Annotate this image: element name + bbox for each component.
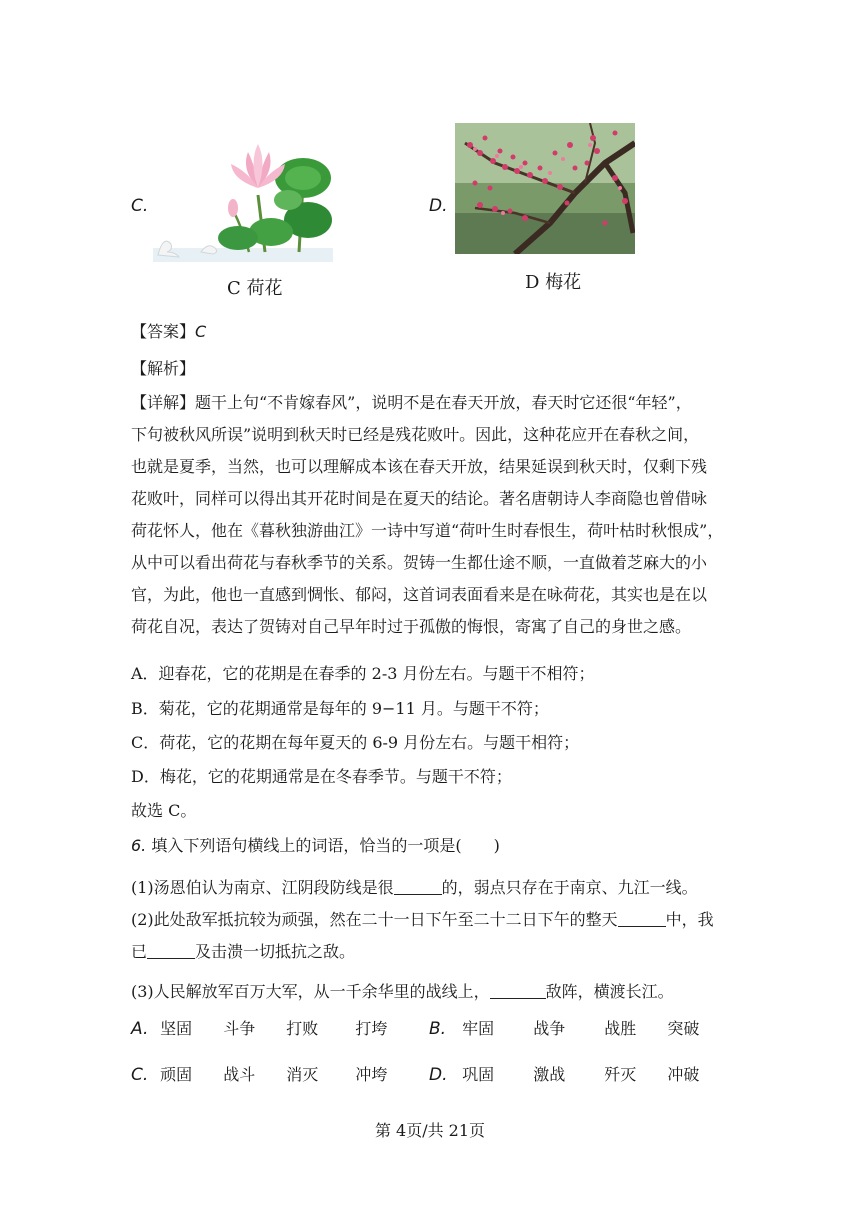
sentence-2-part-b: 中，我 — [665, 910, 714, 929]
question-stem — [131, 832, 500, 860]
option-explanation-d: D．梅花，它的花期通常是在冬春季节。与题干不符； — [131, 767, 512, 786]
option-explanation-b: B．菊花，它的花期通常是每年的 9−11 月。与题干不符； — [131, 699, 549, 718]
page-footer: 第 4页/共 21页 — [374, 1121, 486, 1140]
choice-a-letter: A. — [131, 1019, 149, 1039]
choice-word: 歼灭 — [604, 1065, 637, 1084]
sentence-2-part-d: 及击溃一切抵抗之敌。 — [195, 942, 356, 961]
blank-3 — [147, 942, 195, 959]
sentence-1-part-a: (1)汤恩伯认为南京、江阴段防线是很 — [131, 878, 394, 897]
conclusion: 故选 C。 — [131, 801, 197, 820]
lotus-image — [153, 140, 333, 262]
sentence-2-part-c: 已 — [131, 942, 148, 961]
option-d-caption: D 梅花 — [525, 272, 582, 293]
choice-word: 牢固 — [462, 1019, 495, 1038]
detail-line: 也就是夏季，当然，也可以理解成本该在春天开放，结果延误到秋天时，仅剩下残 — [131, 457, 708, 476]
option-c-caption: C 荷花 — [227, 278, 283, 299]
choice-b-letter: B. — [429, 1019, 447, 1039]
choice-word: 冲破 — [667, 1065, 700, 1084]
sentence-3 — [131, 978, 674, 1006]
detail-line: 荷花自况，表达了贺铸对自己早年时过于孤傲的悔恨，寄寓了自己的身世之感。 — [131, 617, 692, 636]
choice-word: 消灭 — [286, 1065, 319, 1084]
choice-word: 战胜 — [604, 1019, 637, 1038]
blank-4 — [490, 982, 546, 999]
choice-a[interactable] — [131, 1015, 387, 1043]
choice-word: 顽固 — [160, 1065, 193, 1084]
choice-word: 打败 — [286, 1019, 319, 1038]
answer-line — [131, 318, 206, 346]
option-d-letter: D. — [429, 196, 448, 216]
choice-word: 战争 — [533, 1019, 566, 1038]
choice-d[interactable] — [429, 1061, 699, 1089]
sentence-2-part-a: (2)此处敌军抵抗较为顽强，然在二十一日下午至二十二日下午的整天 — [131, 910, 618, 929]
sentence-3-part-a: (3)人民解放军百万大军，从一千余华里的战线上， — [131, 982, 490, 1001]
choice-word: 冲垮 — [355, 1065, 388, 1084]
choice-d-letter: D. — [429, 1065, 448, 1085]
lotus-illustration — [153, 140, 333, 262]
sentence-3-part-b: 敌阵，横渡长江。 — [545, 982, 674, 1001]
option-explanation-a: A．迎春花，它的花期是在春季的 2-3 月份左右。与题干不相符； — [131, 664, 595, 683]
choice-word: 激战 — [533, 1065, 566, 1084]
choice-word: 坚固 — [160, 1019, 193, 1038]
detail-line: 下句被秋风所误”说明到秋天时已经是残花败叶。因此，这种花应开在春秋之间， — [131, 425, 700, 444]
detail-line: 官，为此，他也一直感到惆怅、郁闷，这首词表面看来是在咏荷花，其实也是在以 — [131, 585, 708, 604]
choice-word: 战斗 — [223, 1065, 256, 1084]
plum-blossom-image — [455, 123, 635, 254]
detail-line: 荷花怀人，他在《暮秋独游曲江》一诗中写道“荷叶生时春恨生，荷叶枯时秋恨成”， — [131, 521, 724, 540]
choice-c[interactable] — [131, 1061, 387, 1089]
option-explanation-c: C．荷花，它的花期在每年夏天的 6-9 月份左右。与题干相符； — [131, 733, 580, 752]
sentence-1-part-b: 的，弱点只存在于南京、九江一线。 — [441, 878, 698, 897]
detail-line: 花败叶，同样可以得出其开花时间是在夏天的结论。著名唐朝诗人李商隐也曾借咏 — [131, 489, 708, 508]
sentence-2-continued — [131, 938, 355, 966]
choice-word: 巩固 — [462, 1065, 495, 1084]
blank-1 — [394, 878, 442, 895]
answer-label: 【答案】 — [131, 322, 196, 341]
option-c-letter: C. — [131, 196, 149, 216]
question-stem-text: 填入下列语句横线上的词语，恰当的一项是( ) — [151, 836, 500, 855]
choice-c-letter: C. — [131, 1065, 149, 1085]
detail-line: 【详解】题干上句“不肯嫁春风”，说明不是在春天开放，春天时它还很“年轻”， — [131, 393, 692, 412]
choice-word: 突破 — [667, 1019, 700, 1038]
question-number: 6. — [131, 836, 147, 855]
plum-blossom-illustration — [455, 123, 635, 254]
analysis-label: 【解析】 — [131, 359, 196, 378]
detail-line: 从中可以看出荷花与春秋季节的关系。贺铸一生都仕途不顺，一直做着芝麻大的小 — [131, 553, 708, 572]
answer-value: C — [195, 322, 207, 341]
sentence-1 — [131, 874, 698, 902]
choice-b[interactable] — [429, 1015, 699, 1043]
choice-word: 打垮 — [355, 1019, 388, 1038]
choice-word: 斗争 — [223, 1019, 256, 1038]
sentence-2 — [131, 906, 714, 934]
blank-2 — [618, 910, 666, 927]
